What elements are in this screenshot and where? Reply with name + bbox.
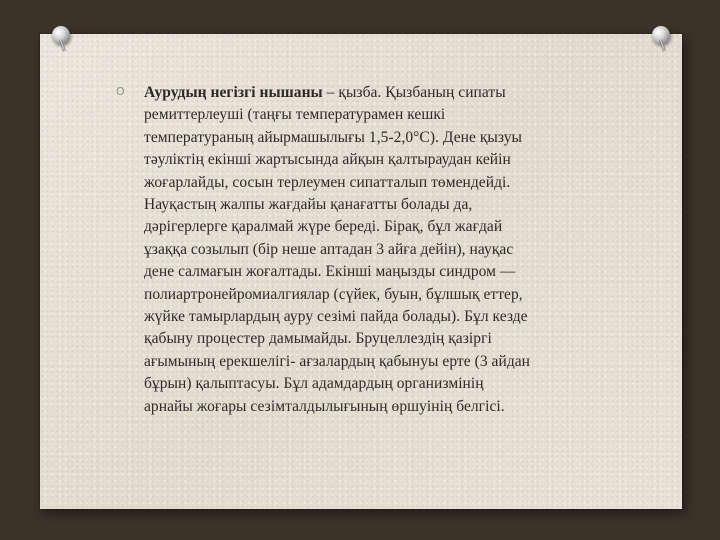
text-line: бұрын) қалыптасуы. Бұл адамдардың организмінің <box>144 375 484 393</box>
lead-rest-text: – қызба. Қызбаның сипаты <box>322 84 506 101</box>
bullet-icon: O <box>116 85 125 98</box>
pushpin-icon <box>52 26 70 44</box>
body-paragraph <box>144 82 598 418</box>
text-line: жоғарлайды, сосын терлеумен сипатталып төмендейді. <box>144 173 511 191</box>
text-line: ремиттерлеуші (таңғы температурамен кешкі <box>144 106 446 124</box>
slide-body <box>118 82 598 418</box>
text-line: полиартронейромиалгиялар (сүйек, буын, бұлшық еттер, <box>144 285 523 303</box>
text-line: дене салмағын жоғалтады. Екінші маңызды синдром — <box>144 263 516 281</box>
text-line: арнайы жоғары сезімталдылығының өршуінің белгісі. <box>144 397 505 415</box>
lead-text: Аурудың негізгі нышаны <box>144 84 323 101</box>
text-line: ағымының ерекшелігі- ағзалардың қабынуы ерте (3 айдан <box>144 352 531 370</box>
text-line: температураның айырмашылығы 1,5-2,0°С). Дене қызуы <box>144 128 522 146</box>
text-line: тәуліктің екінші жартысында айқын қалтыраудан кейін <box>144 151 511 169</box>
first-line <box>144 82 598 104</box>
text-line: жүйке тамырлардың ауру сезімі пайда болады). Бұл кезде <box>144 308 528 326</box>
text-line: ұзаққа созылып (бір неше аптадан 3 айға дейін), науқас <box>144 240 514 258</box>
text-line: дәрігерлерге қаралмай жүре береді. Бірақ, бұл жағдай <box>144 218 503 236</box>
pushpin-icon <box>652 26 670 44</box>
text-line: қабыну процестер дамымайды. Бруцеллездің қазіргі <box>144 330 492 348</box>
text-line: Науқастың жалпы жағдайы қанағатты болады да, <box>144 196 473 214</box>
